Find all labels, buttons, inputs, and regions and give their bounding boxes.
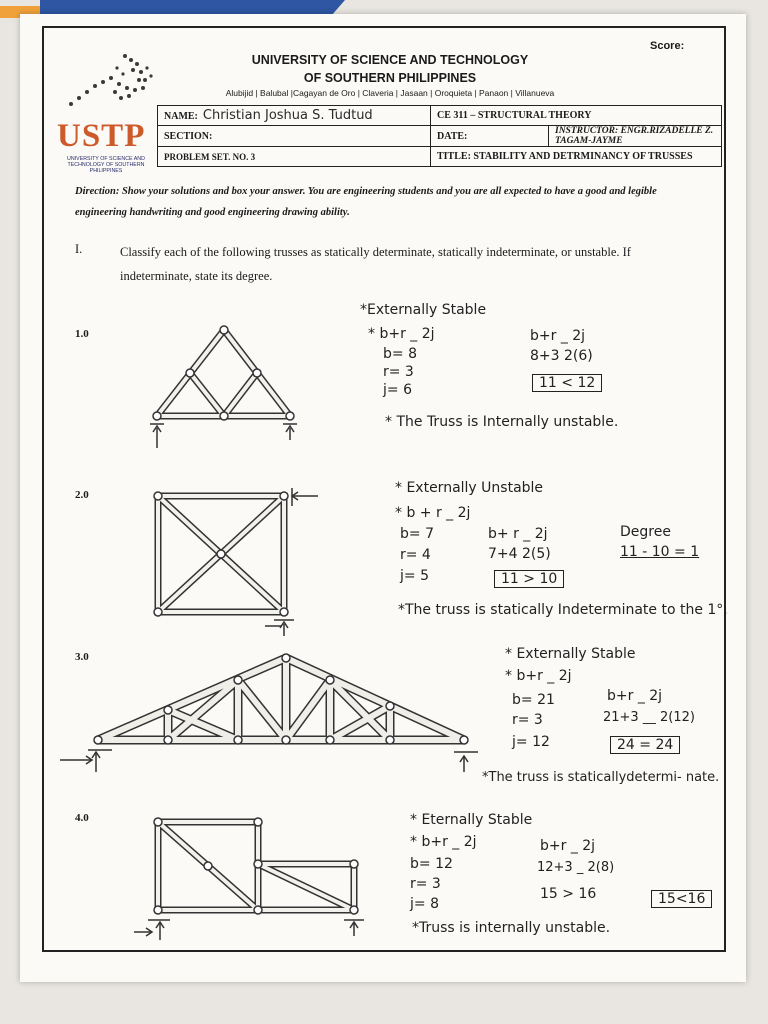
campus-list: Alubijid | Balubal |Cagayan de Oro | Claveria | Jasaan | Oroquieta | Panaon | Villanueva	[225, 88, 555, 98]
problem-3-line-2: b= 21	[512, 692, 555, 708]
problem-4-calc-1: 12+3 _ 2(8)	[537, 860, 615, 875]
problem-1-line-0: *Externally Stable	[360, 302, 487, 318]
problem-3-line-1: * b+r _ 2j	[505, 668, 572, 684]
problem-2-truss-diagram	[140, 478, 330, 638]
problem-4-conclusion: *Truss is internally unstable.	[412, 920, 611, 936]
problem-1-truss-diagram	[140, 320, 315, 450]
logo-dots-icon	[55, 48, 165, 120]
problem-3-calc-0: b+r _ 2j	[607, 688, 663, 704]
problem-4-number: 4.0	[75, 812, 89, 824]
problem-set-cell: PROBLEM SET. NO. 3	[158, 147, 431, 167]
problem-2-line-2: b= 7	[400, 526, 434, 542]
name-cell	[158, 106, 431, 126]
problem-2-answer-box: 11 > 10	[494, 570, 564, 588]
name-value: Christian Joshua S. Tudtud	[202, 108, 373, 123]
problem-1-calc-1: 8+3 2(6)	[530, 348, 593, 364]
date-cell	[431, 126, 549, 147]
problem-1-line-3: r= 3	[383, 364, 414, 380]
problem-1-number: 1.0	[75, 328, 89, 340]
problem-2-line-1: * b + r _ 2j	[395, 505, 471, 521]
problem-1-conclusion: * The Truss is Internally unstable.	[385, 414, 619, 430]
problem-2-degree-value: 11 - 10 = 1	[620, 544, 700, 560]
problem-4-line-0: * Eternally Stable	[410, 812, 533, 828]
problem-4-calc-2: 15 > 16	[540, 886, 597, 902]
ustp-logo: USTP	[57, 118, 146, 154]
problem-3-answer-box: 24 = 24	[610, 736, 680, 754]
question-number: I.	[75, 242, 83, 256]
problem-3-line-4: j= 12	[512, 734, 550, 750]
problem-3-calc-1: 21+3 __ 2(12)	[603, 710, 695, 725]
problem-1-line-2: b= 8	[383, 346, 417, 362]
problem-2-line-0: * Externally Unstable	[395, 480, 544, 496]
problem-3-line-0: * Externally Stable	[505, 646, 636, 662]
direction-text: Direction: Show your solutions and box your answer. You are engineering students and you are all expected to have a good and legible engineering handwriting and good engineering drawing ability.	[75, 186, 657, 218]
university-name-line1: UNIVERSITY OF SCIENCE AND TECHNOLOGY	[251, 53, 529, 67]
problem-4-answer-box: 15<16	[651, 890, 712, 908]
blue-tape	[40, 0, 345, 14]
section-label: SECTION:	[164, 130, 213, 142]
problem-1-answer-box: 11 < 12	[532, 374, 602, 392]
score-label: Score:	[650, 40, 685, 52]
name-label: NAME:	[164, 111, 198, 122]
problem-2-line-4: j= 5	[400, 568, 429, 584]
problem-3-line-3: r= 3	[512, 712, 543, 728]
course-cell: CE 311 – STRUCTURAL THEORY	[431, 106, 722, 126]
title-cell: TITLE: STABILITY AND DETRMINANCY OF TRUSSES	[431, 147, 722, 167]
problem-2-degree-label: Degree	[620, 524, 671, 540]
problem-4-line-1: * b+r _ 2j	[410, 834, 477, 850]
problem-3-conclusion: *The truss is staticallydetermi- nate.	[482, 770, 720, 785]
problem-3-number: 3.0	[75, 651, 89, 663]
problem-2-conclusion: *The truss is statically Indeterminate to the 1°.	[398, 602, 728, 618]
problem-2-calc-1: 7+4 2(5)	[488, 546, 551, 562]
problem-2-number: 2.0	[75, 489, 89, 501]
problem-1-calc-0: b+r _ 2j	[530, 328, 586, 344]
problem-2-calc-0: b+ r _ 2j	[488, 526, 548, 542]
problem-3-truss-diagram	[60, 640, 490, 775]
ustp-logo-subtitle: UNIVERSITY OF SCIENCE AND TECHNOLOGY OF SOUTHERN PHILIPPINES	[67, 156, 145, 174]
problem-4-calc-0: b+r _ 2j	[540, 838, 596, 854]
university-name-line2: OF SOUTHERN PHILIPPINES	[303, 71, 477, 85]
question-text: Classify each of the following trusses as statically determinate, statically indeterminate, or unstable. If indeterminate, state its degree.	[120, 245, 631, 283]
problem-1-line-4: j= 6	[383, 382, 412, 398]
problem-4-line-4: j= 8	[410, 896, 439, 912]
problem-2-line-3: r= 4	[400, 547, 431, 563]
problem-1-line-1: * b+r _ 2j	[368, 326, 435, 342]
instructor-cell: INSTRUCTOR: ENGR.RIZADELLE Z. TAGAM-JAYME	[549, 126, 722, 147]
date-label: DATE:	[437, 130, 468, 142]
section-cell	[158, 126, 431, 147]
problem-4-truss-diagram	[140, 808, 370, 943]
problem-4-line-3: r= 3	[410, 876, 441, 892]
student-info-table	[157, 105, 722, 167]
problem-4-line-2: b= 12	[410, 856, 453, 872]
